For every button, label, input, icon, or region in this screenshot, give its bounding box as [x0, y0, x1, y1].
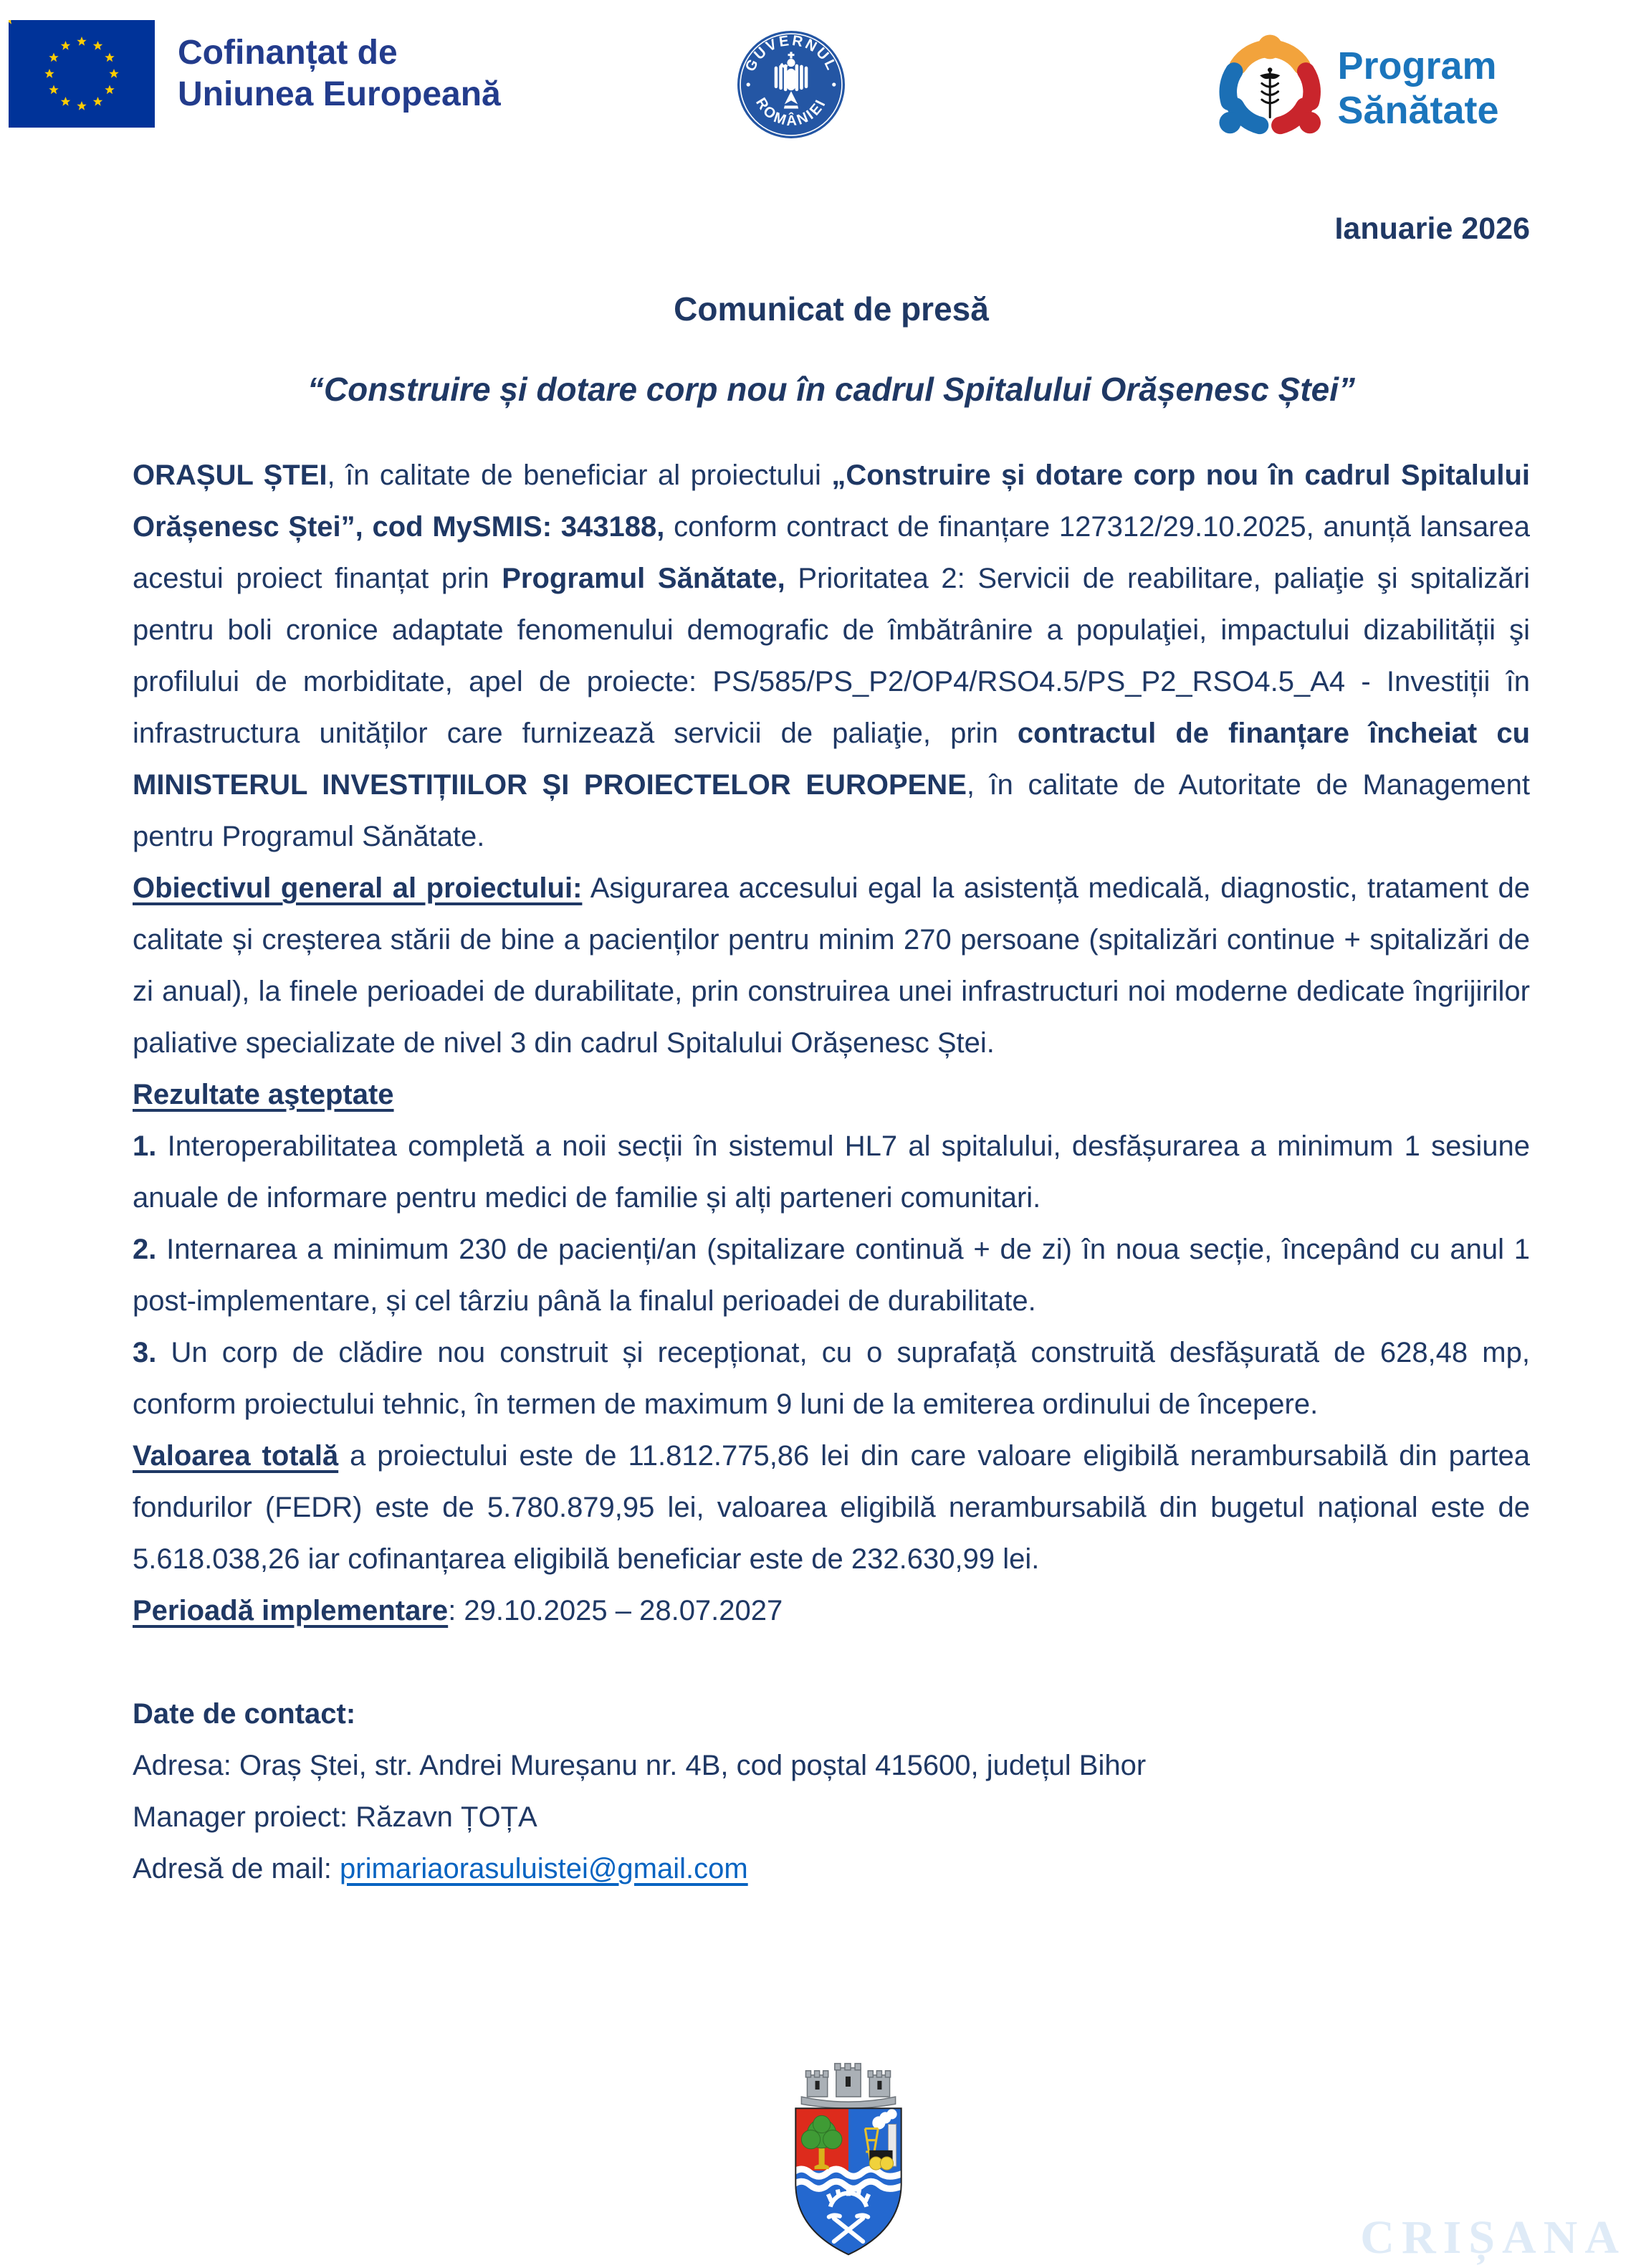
- stei-coat-of-arms-icon: [772, 2059, 924, 2268]
- period-lead: Perioadă implementare: [133, 1595, 449, 1626]
- result-item-2: 2. Internarea a minimum 230 de pacienți/an (spitalizare continuă + de zi) în noua secție, începând cu anul 1 post-implementare, și cel târziu până la finalul perioadei de durabilitate.: [133, 1234, 1530, 1317]
- eu-flag-icon: [9, 20, 155, 128]
- paragraph-implementation-period: Perioadă implementare: 29.10.2025 – 28.07.2027: [133, 1595, 783, 1626]
- paragraph-general-objective: Obiectivul general al proiectului: Asigurarea accesului egal la asistență medicală, diagnostic, tratament de calitate și creșterea stării de bine a pacienților pentru minim 270 persoane (spitalizări continue + spitalizări de zi anual), la finele perioadei de durabilitate, prin construirea unei infrastructuri noi moderne dedicate îngrijirilor paliative specializate de nivel 3 din cadrul Spitalului Orășenesc Ștei.: [133, 872, 1530, 1059]
- seal-text-bottom: ROMÂNIEI: [752, 95, 830, 130]
- government-of-romania-seal-icon: [737, 30, 846, 139]
- contact-address-line: Adresa: Oraș Ștei, str. Andrei Mureșanu nr. 4B, cod poștal 415600, județul Bihor: [133, 1750, 1147, 1781]
- contact-email-line: [133, 1843, 1530, 1895]
- body-text: [133, 449, 1530, 1895]
- program-sanatate-label: Program Sănătate: [1337, 44, 1499, 132]
- email-link[interactable]: primariaorasuluistei@gmail.com: [340, 1853, 748, 1885]
- eu-logo-line1: Cofinanțat de: [178, 34, 398, 72]
- paragraph-project-intro: ORAȘUL ȘTEI, în calitate de beneficiar al proiectului „Construire și dotare corp nou în cadrul Spitalului Orășenesc Ștei”, cod MySMIS: 343188, conform contract de finanțare 127312/29.10.2025, anunță lansarea acestui proiect finanțat prin Programul Sănătate, Prioritatea 2: Servicii de reabilitare, paliaţie şi spitalizări pentru boli cronice adaptate fenomenului demografic de îmbătrânire a populaţiei, impactului dizabilității şi profilului de morbiditate, apel de proiecte: PS/585/PS_P2/OP4/RSO4.5/PS_P2_RSO4.5_A4 - Investiții în infrastructura unităților care furnizează servicii de paliaţie, prin contractul de finanțare încheiat cu MINISTERUL INVESTIȚIILOR ȘI PROIECTELOR EUROPENE, în calitate de Autoritate de Management pentru Programul Sănătate.: [133, 459, 1531, 852]
- contact-manager-line: Manager proiect: Răzavn ȚOȚA: [133, 1801, 537, 1833]
- seal-text-top: GUVERNUL: [742, 32, 840, 75]
- page-title: Comunicat de presă: [674, 290, 989, 328]
- contact-heading: Date de contact:: [133, 1698, 356, 1730]
- email-label: Adresă de mail:: [133, 1853, 340, 1885]
- crisana-watermark: CRIȘANA: [1360, 2211, 1626, 2264]
- paragraph-total-value: Valoarea totală a proiectului este de 11.812.775,86 lei din care valoare eligibilă nerambursabilă din partea fondurilor (FEDR) este de 5.780.879,95 lei, valoarea eligibilă nerambursabilă din bugetul național este de 5.618.038,26 iar cofinanțarea eligibilă beneficiar este de 232.630,99 lei.: [133, 1440, 1530, 1575]
- result-item-1: 1. Interoperabilitatea completă a noii secții în sistemul HL7 al spitalului, desfășurarea a minimum 1 sesiune anuale de informare pentru medici de familie și alți parteneri comunitari.: [133, 1130, 1530, 1214]
- value-lead: Valoarea totală: [133, 1440, 339, 1472]
- results-heading: Rezultate aşteptate: [133, 1079, 394, 1110]
- date-line: Ianuarie 2026: [1334, 211, 1530, 246]
- eu-logo: [9, 20, 501, 128]
- caduceus-icon: [1260, 67, 1280, 117]
- eu-logo-line2: Uniunea Europeană: [178, 75, 501, 113]
- program-sanatate-icon: [1212, 24, 1327, 152]
- eu-logo-text: [178, 32, 501, 115]
- document-content: [133, 203, 1530, 1895]
- page-subtitle: “Construire și dotare corp nou în cadrul Spitalului Orășenesc Ștei”: [307, 371, 1356, 408]
- program-sanatate-logo: [1212, 24, 1636, 152]
- result-item-3: 3. Un corp de clădire nou construit și recepționat, cu o suprafață construită desfășurată de 628,48 mp, conform proiectului tehnic, în termen de maximum 9 luni de la emiterea ordinului de începere.: [133, 1337, 1530, 1420]
- objective-lead: Obiectivul general al proiectului:: [133, 872, 583, 904]
